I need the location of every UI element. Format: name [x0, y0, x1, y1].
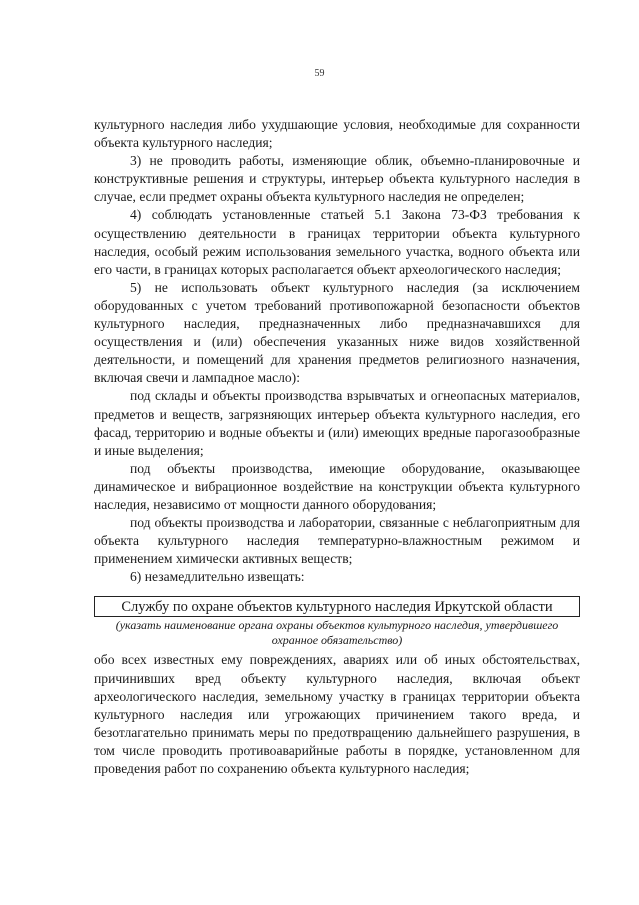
paragraph-continuation: культурного наследия либо ухудшающие условия, необходимые для сохранности объекта культурного наследия; [94, 117, 580, 151]
authority-caption: (указать наименование органа охраны объектов культурного наследия, утвердившего охранное обязательство) [115, 618, 559, 648]
page-number: 59 [314, 68, 325, 79]
paragraph-item-5: 5) не использовать объект культурного наследия (за исключением оборудованных с учетом требований противопожарной безопасности объектов культурного наследия, предназначенных либо предназначавшихся для осуществления и (или) обеспечения указанных ниже видов хозяйственной деятельности, и помещений для хранения предметов религиозного назначения, включая свечи и лампадное масло): [94, 279, 580, 386]
paragraph-sub-warehouses: под склады и объекты производства взрывчатых и огнеопасных материалов, предметов и веществ, загрязняющих интерьер объекта культурного наследия, его фасад, территорию и водные объекты и (или) имеющих вредные парогазообразные и иные выделения; [94, 388, 580, 458]
authority-field [94, 596, 580, 648]
paragraph-final: обо всех известных ему повреждениях, авариях или об иных обстоятельствах, причинивших вред объекту культурного наследия, включая объект археологического наследия, земельному участку в границах территории объекта культурного наследия или угрожающих причинением такого вреда, и безотлагательно принимать меры по предотвращению дальнейшего разрушения, в том числе проводить противоаварийные работы в порядке, установленном для проведения работ по сохранению объекта культурного наследия; [94, 652, 580, 776]
document-body [94, 116, 580, 778]
paragraph-item-4: 4) соблюдать установленные статьей 5.1 Закона 73-ФЗ требования к осуществлению деятельности в границах территории объекта культурного наследия, особый режим использования земельного участка, водного объекта или его части, в границах которых располагается объект археологического наследия; [94, 207, 580, 277]
paragraph-sub-production: под объекты производства, имеющие оборудование, оказывающее динамическое и вибрационное воздействие на конструкции объекта культурного наследия, независимо от мощности данного оборудования; [94, 460, 580, 512]
paragraph-sub-laboratories: под объекты производства и лаборатории, связанные с неблагоприятным для объекта культурного наследия температурно-влажностным режимом и применением химически активных веществ; [94, 515, 580, 567]
paragraph-item-3: 3) не проводить работы, изменяющие облик, объемно-планировочные и конструктивные решения и структуры, интерьер объекта культурного наследия в случае, если предмет охраны объекта культурного наследия не определен; [94, 153, 580, 205]
authority-name: Службу по охране объектов культурного наследия Иркутской области [94, 596, 580, 617]
paragraph-item-6: 6) незамедлительно извещать: [130, 569, 305, 585]
